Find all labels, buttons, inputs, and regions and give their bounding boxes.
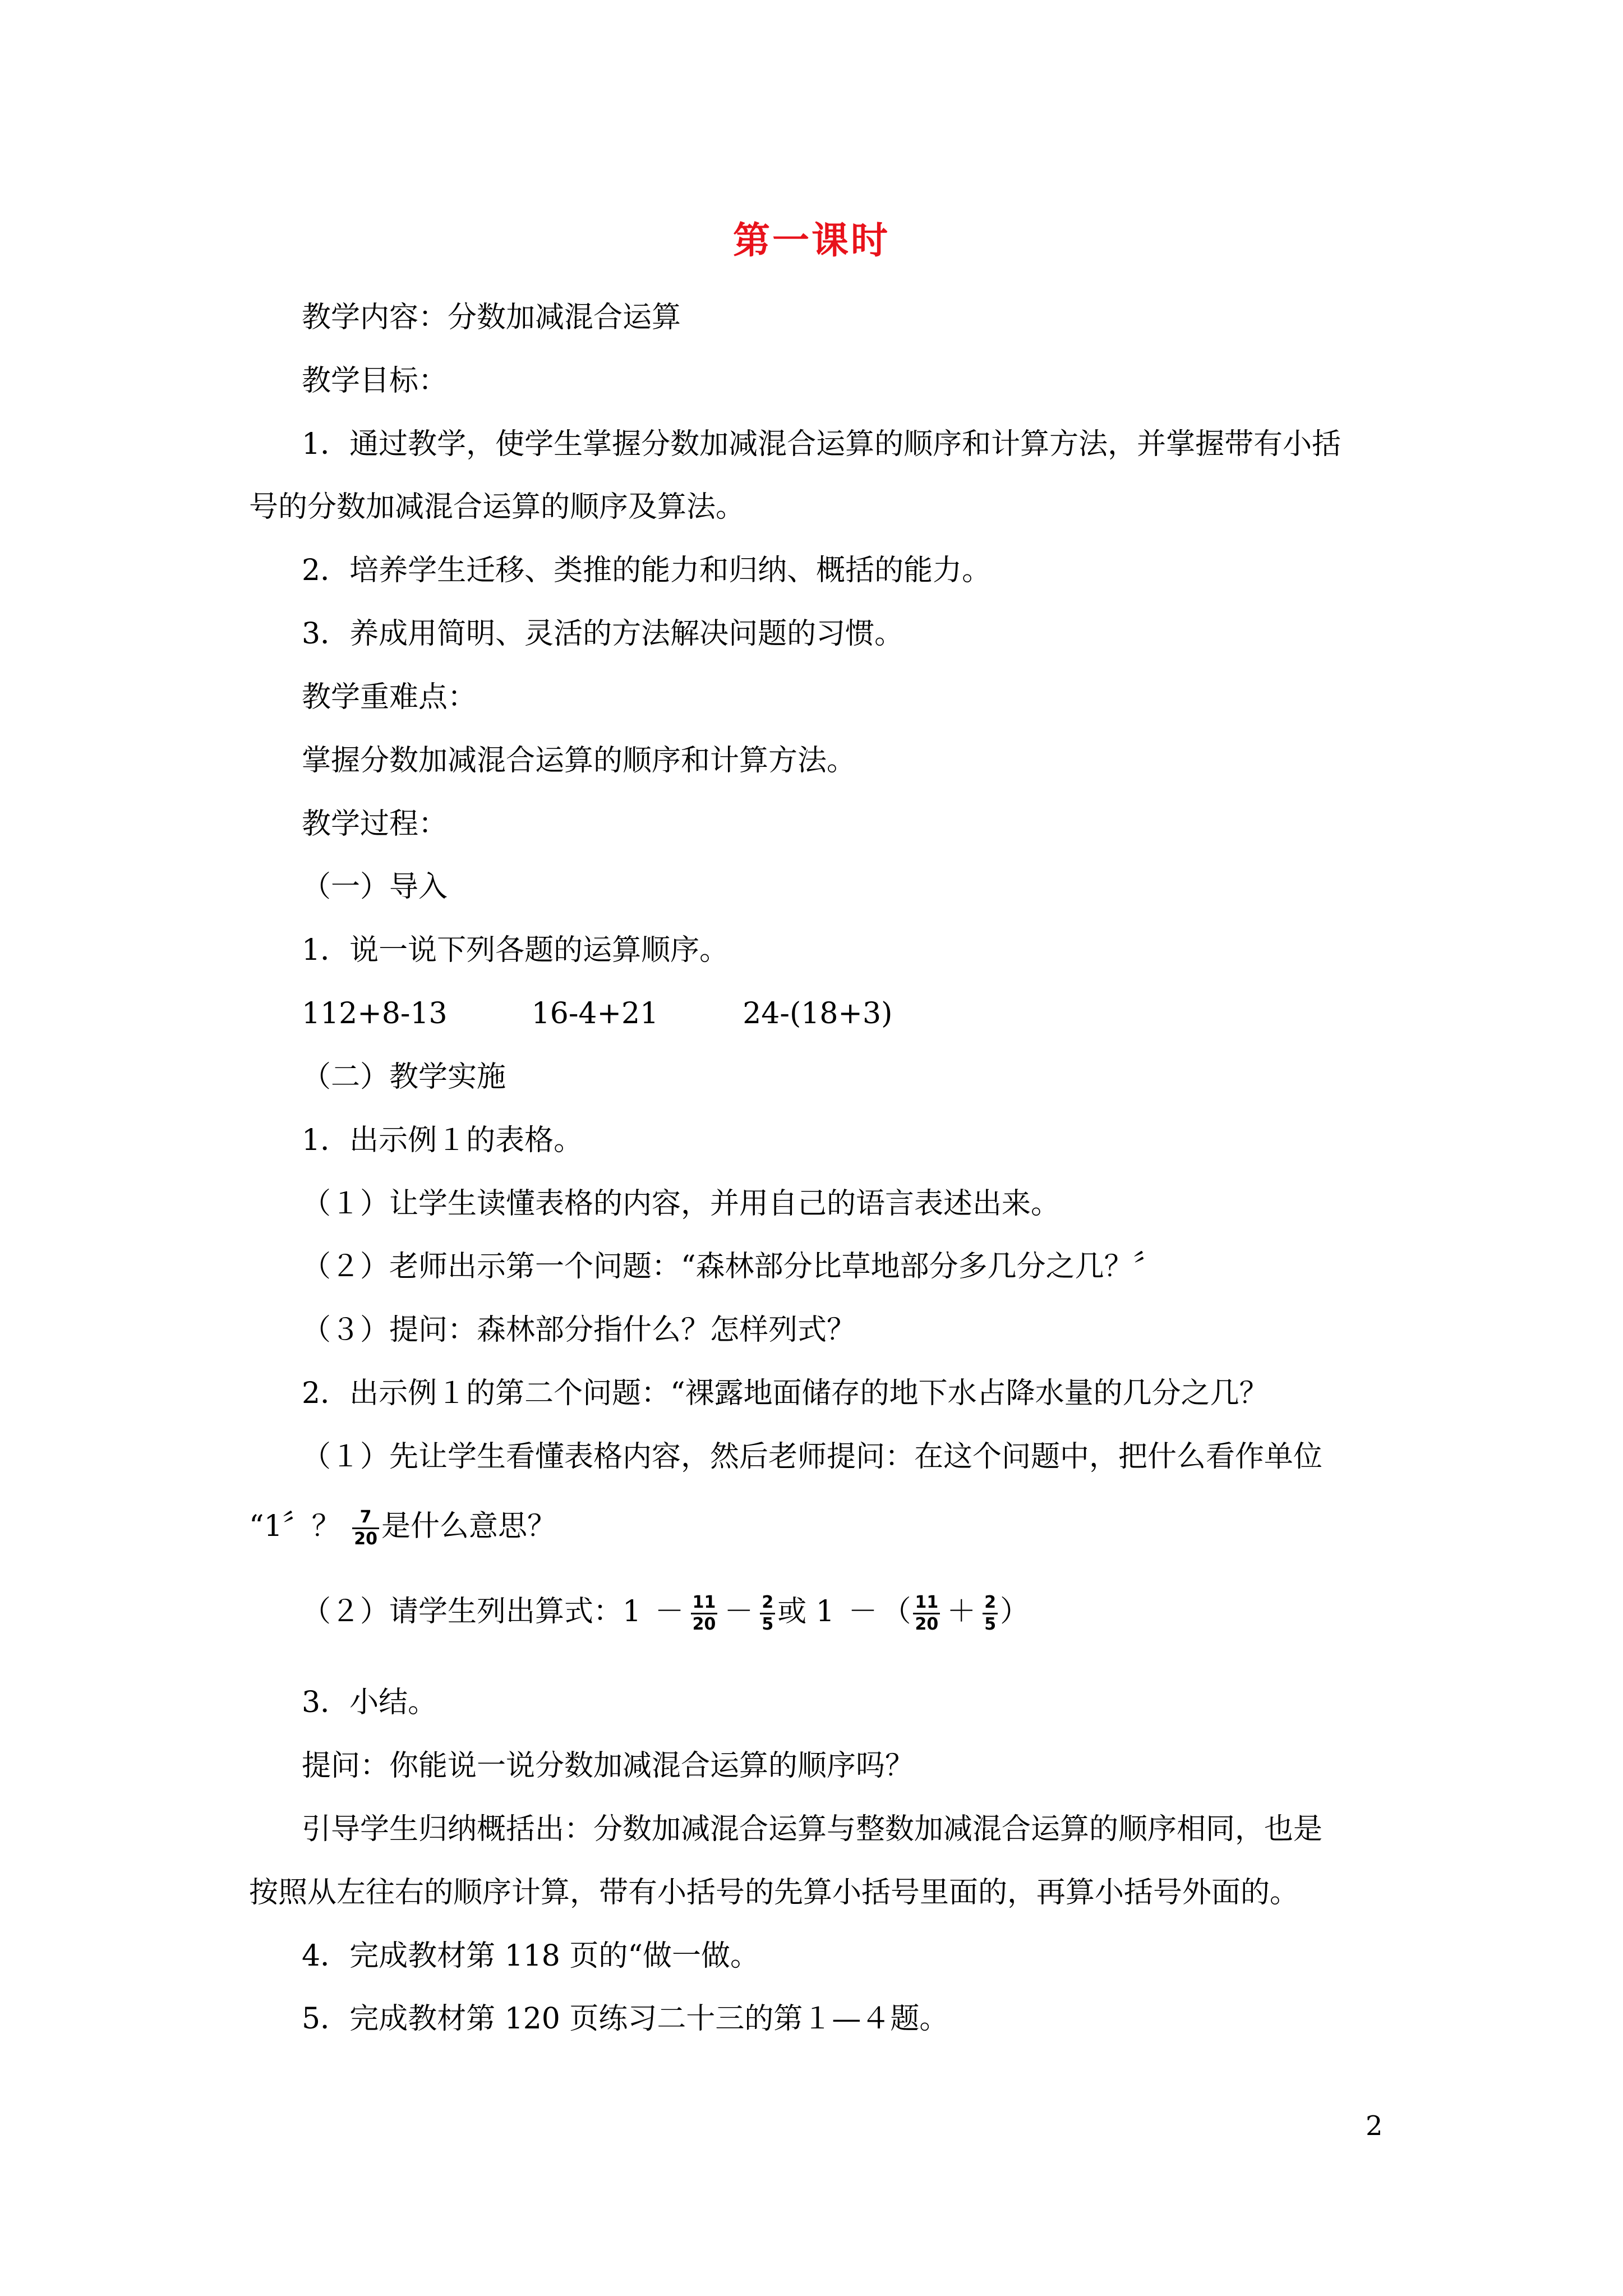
step-5: 5．完成教材第 120 页练习二十三的第１—４题。 [302,2002,949,2036]
step-2-sub-2-formula [302,1594,1029,1633]
objective-1-line-a: 1．通过教学，使学生掌握分数加减混合运算的顺序和计算方法，并掌握带有小括 [302,427,1341,461]
fraction-numerator: 2 [983,1594,998,1614]
minus-sign: － [654,1595,684,1628]
meaning-question: 是什么意思？ [381,1510,556,1543]
fraction-11-20 [691,1594,718,1633]
expression-1: 112+8-13 [302,997,448,1030]
step-1-sub-3: （３）提问：森林部分指什么？怎样列式？ [302,1313,856,1347]
step-2-sub-1-line-b [249,1509,556,1548]
step-1-sub-1: （１）让学生读懂表格的内容，并用自己的语言表述出来。 [302,1187,1061,1221]
objective-3: 3．养成用简明、灵活的方法解决问题的习惯。 [302,617,904,651]
minus-sign: － [724,1595,754,1628]
fraction-7-20 [352,1509,379,1548]
expression-row [302,999,892,1028]
formula-intro: （２）请学生列出算式：1 [302,1595,642,1628]
fraction-denominator: 5 [984,1614,997,1634]
formula-or: 或 1 [777,1595,834,1628]
step-1-sub-2: （２）老师出示第一个问题：“森林部分比草地部分多几分之几？〞 [302,1250,1163,1283]
key-points-label: 教学重难点： [302,680,477,714]
fraction-11-20 [913,1594,940,1633]
fraction-2-5 [983,1594,998,1633]
left-paren: （ [882,1595,911,1628]
fraction-numerator: 2 [760,1594,775,1614]
fraction-denominator: 20 [915,1614,939,1634]
page-title: 第一课时 [733,219,890,262]
step-2: 2．出示例１的第二个问题：“裸露地面储存的地下水占降水量的几分之几？ [302,1377,1269,1410]
objective-2: 2．培养学生迁移、类推的能力和归纳、概括的能力。 [302,554,992,587]
expression-3: 24-(18+3) [743,997,893,1030]
guide-line-a: 引导学生归纳概括出：分数加减混合运算与整数加减混合运算的顺序相同，也是 [302,1812,1323,1846]
summary-question: 提问：你能说一说分数加减混合运算的顺序吗？ [302,1749,915,1783]
fraction-denominator: 20 [692,1614,716,1634]
intro-item-1: 1．说一说下列各题的运算顺序。 [302,933,729,967]
objective-1-line-b: 号的分数加减混合运算的顺序及算法。 [249,490,745,524]
section-teaching-heading: （二）教学实施 [302,1060,506,1094]
fraction-numerator: 7 [352,1509,379,1529]
fraction-numerator: 11 [913,1594,940,1614]
plus-sign: ＋ [947,1595,976,1628]
step-2-sub-1-line-a: （１）先让学生看懂表格内容，然后老师提问：在这个问题中，把什么看作单位 [302,1440,1323,1474]
key-points-text: 掌握分数加减混合运算的顺序和计算方法。 [302,744,856,777]
page-number: 2 [1366,2110,1383,2142]
process-label: 教学过程： [302,807,448,841]
fraction-denominator: 5 [762,1614,774,1634]
step-4: 4．完成教材第 118 页的“做一做。 [302,1939,759,1973]
minus-sign: － [848,1595,878,1628]
right-paren: ） [1000,1595,1030,1628]
fraction-2-5 [760,1594,775,1633]
fraction-denominator: 20 [354,1529,377,1549]
teaching-content: 教学内容：分数加减混合运算 [302,301,681,334]
expression-2: 16-4+21 [531,997,659,1030]
step-1: 1．出示例１的表格。 [302,1124,583,1157]
guide-line-b: 按照从左往右的顺序计算，带有小括号的先算小括号里面的，再算小括号外面的。 [249,1876,1299,1910]
step-3: 3．小结。 [302,1686,437,1719]
unit-one-question: “1〞？ [249,1510,341,1543]
section-intro-heading: （一）导入 [302,870,448,904]
objectives-label: 教学目标： [302,364,448,398]
fraction-numerator: 11 [691,1594,718,1614]
